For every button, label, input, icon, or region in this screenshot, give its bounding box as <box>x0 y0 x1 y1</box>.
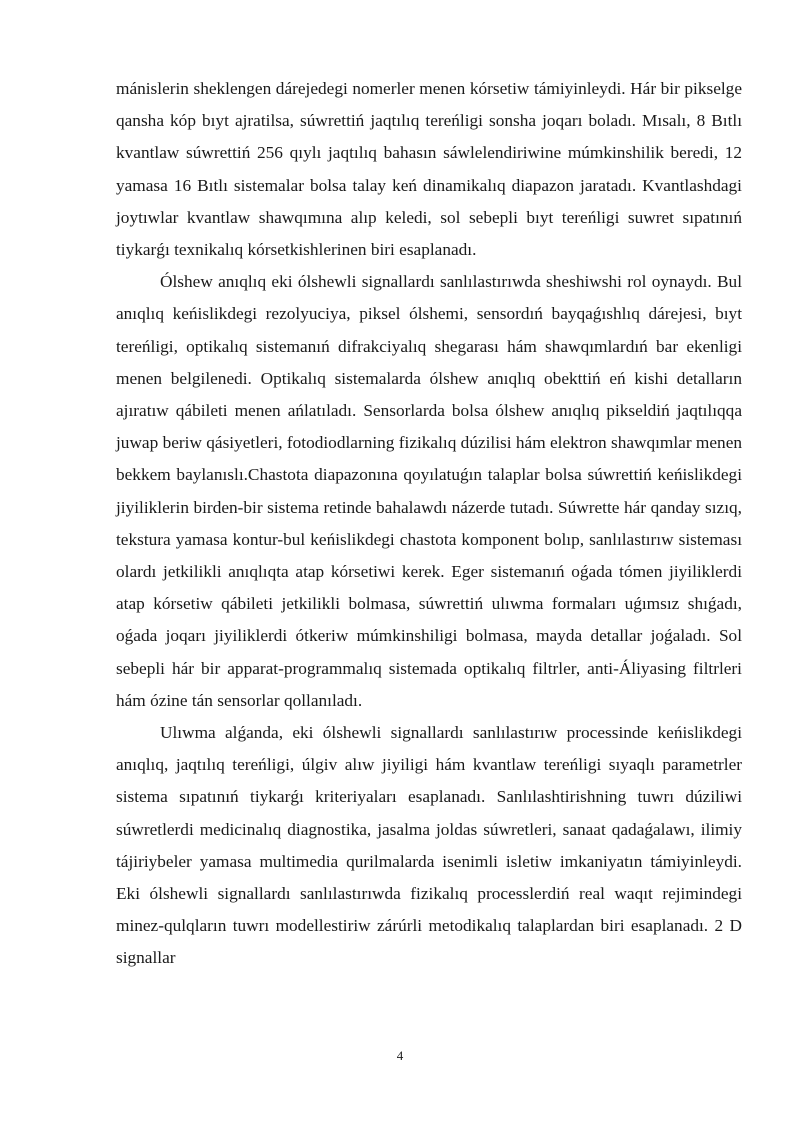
paragraph-measurement-accuracy: Ólshew anıqlıq eki ólshewli signallardı sanlılastırıwda sheshiwshi rol oynaydı. Bul anıqlıq keńislikdegi rezolyuciya, piksel ólshemi, sensordıń bayqaǵıshlıq dárejesi, bıyt tereńligi, optikalıq sistemanıń difrakciyalıq shegarası hám shawqımlardıń bar ekenligi menen belgilenedi. Optikalıq sistemalarda ólshew anıqlıq obekttiń eń kishi detalların ajıratıw qábileti menen ańlatıladı. Sensorlarda bolsa ólshew anıqlıq pikseldiń jaqtılıqqa juwap beriw qásiyetleri, fotodiodlarning fizikalıq dúzilisi hám elektron shawqımlar menen bekkem baylanıslı.Chastota diapazonına qoyılatuǵın talaplar bolsa súwrettiń keńislikdegi jiyiliklerin birden-bir sistema retinde bahalawdı názerde tutadı. Súwrette hár qanday sızıq, tekstura yamasa kontur-bul keńislikdegi chastota komponent bolıp, sanlılastırıw sisteması olardı jetkilikli anıqlıqta atap kórsetiwi kerek. Eger sistemanıń oǵada tómen jiyiliklerdi atap kórsetiw qábileti jetkilikli bolmasa, súwrettiń ulıwma formaları uǵımsız shıǵadı, oǵada joqarı jiyiliklerdi ótkeriw múmkinshiligi bolmasa, mayda detallar joǵaladı. Sol sebepli hár bir apparat-programmalıq sistemada optikalıq filtrler, anti-Áliyasing filtrleri hám ózine tán sensorlar qollanıladı. <box>116 272 742 710</box>
body-text <box>116 73 742 975</box>
paragraph-summary: Ulıwma alǵanda, eki ólshewli signallardı sanlılastırıw processinde keńislikdegi anıqlıq, jaqtılıq tereńligi, úlgiv alıw jiyiligi hám kvantlaw tereńligi sıyaqlı parametrler sistema sıpatınıń tiykarǵı kriteriyaları esaplanadı. Sanlılashtirishning tuwrı dúziliwi súwretlerdi medicinalıq diagnostika, jasalma joldas súwretleri, sanaat qadaǵalawı, ilimiy tájiriybeler yamasa multimedia qurilmalarda isenimli isletiw imkaniyatın támiyinleydi. Eki ólshewli signallardı sanlılastırıwda fizikalıq processlerdiń real waqıt rejimindegi minez-qulqların tuwrı modellestiriw zárúrli metodikalıq talaplardan biri esaplanadı. 2 D signallar <box>116 723 742 968</box>
paragraph-continuation: mánislerin sheklengen dárejedegi nomerler menen kórsetiw támiyinleydi. Hár bir pikselge qansha kóp bıyt ajratilsa, súwrettiń jaqtılıq tereńligi sonsha joqarı boladı. Mısalı, 8 Bıtlı kvantlaw súwrettiń 256 qıylı jaqtılıq bahasın sáwlelendiriwine múmkinshilik beredi, 12 yamasa 16 Bıtlı sistemalar bolsa talay keń dinamikalıq diapazon jaratadı. Kvantlashdagi joytıwlar kvantlaw shawqımına alıp keledi, sol sebepli bıyt tereńligi suwret sıpatınıń tiykarǵı texnikalıq kórsetkishlerinen biri esaplanadı. <box>116 79 742 260</box>
page-number: 4 <box>396 1048 404 1063</box>
